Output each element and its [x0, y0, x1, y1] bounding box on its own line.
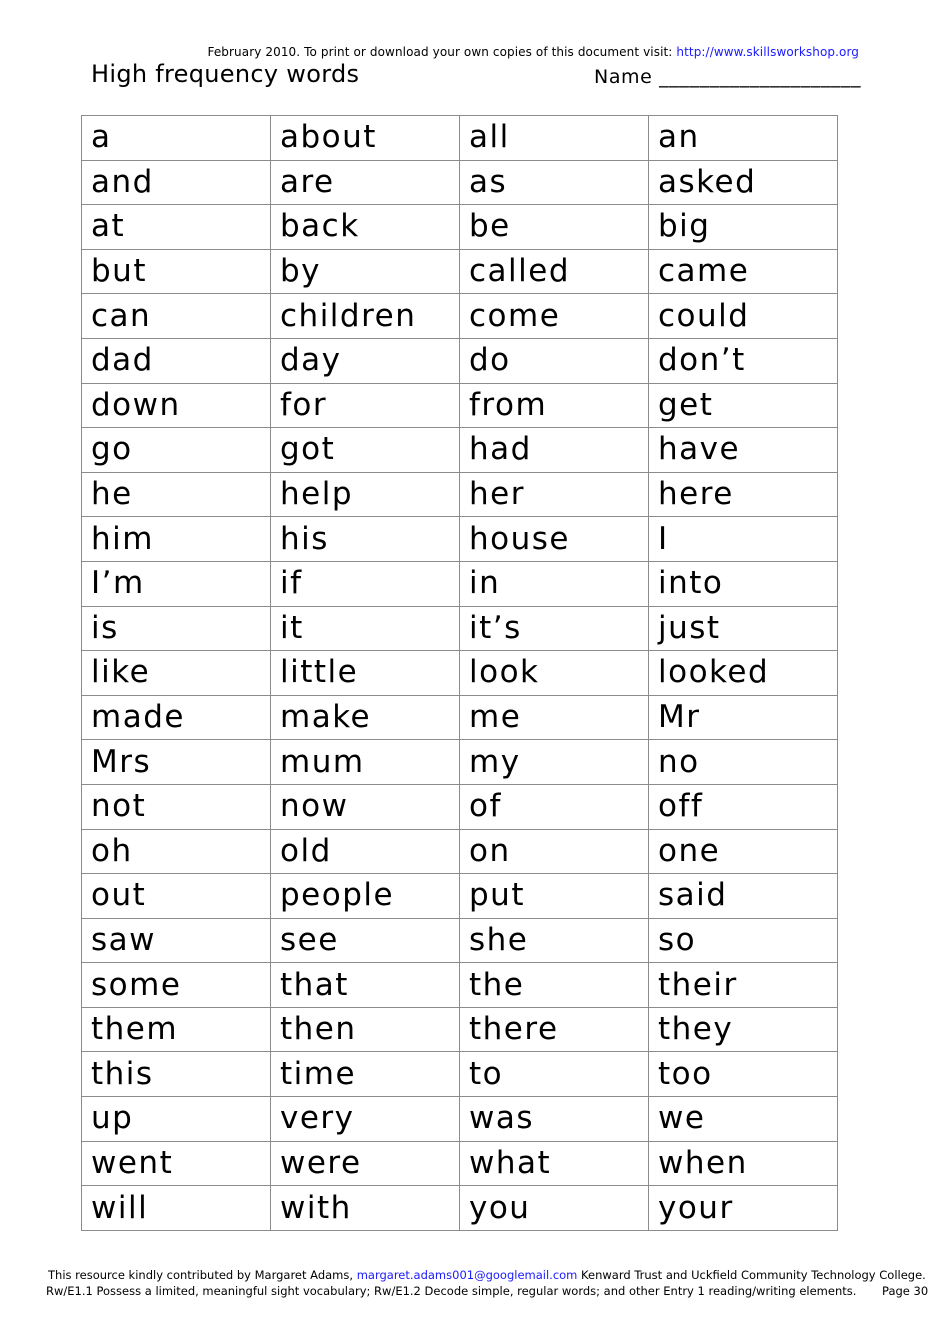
word-row — [82, 829, 838, 874]
word-cell: so — [649, 918, 838, 963]
word-cell: called — [460, 249, 649, 294]
word-cell: come — [460, 294, 649, 339]
footer-curriculum-text: Rw/E1.1 Possess a limited, meaningful sight vocabulary; Rw/E1.2 Decode simple, regular words; and other Entry 1 reading/writing elements. — [46, 1284, 857, 1298]
word-cell: we — [649, 1097, 838, 1142]
word-cell: could — [649, 294, 838, 339]
word-cell: as — [460, 160, 649, 205]
word-cell: not — [82, 784, 271, 829]
word-cell: have — [649, 428, 838, 473]
word-cell: me — [460, 695, 649, 740]
word-cell: had — [460, 428, 649, 473]
word-row — [82, 784, 838, 829]
word-cell: the — [460, 963, 649, 1008]
word-cell: and — [82, 160, 271, 205]
word-row — [82, 1052, 838, 1097]
word-cell: down — [82, 383, 271, 428]
word-cell: about — [271, 116, 460, 161]
word-row — [82, 383, 838, 428]
word-row — [82, 561, 838, 606]
word-cell: are — [271, 160, 460, 205]
word-cell: what — [460, 1141, 649, 1186]
word-cell: all — [460, 116, 649, 161]
word-row — [82, 160, 838, 205]
word-cell: very — [271, 1097, 460, 1142]
word-cell: to — [460, 1052, 649, 1097]
word-cell: asked — [649, 160, 838, 205]
word-cell: like — [82, 651, 271, 696]
word-cell: him — [82, 517, 271, 562]
word-cell: will — [82, 1186, 271, 1231]
word-cell: in — [460, 561, 649, 606]
word-cell: his — [271, 517, 460, 562]
word-cell: up — [82, 1097, 271, 1142]
word-cell: your — [649, 1186, 838, 1231]
word-cell: she — [460, 918, 649, 963]
word-cell: got — [271, 428, 460, 473]
footer-credit — [48, 1268, 950, 1282]
header-note — [0, 45, 859, 59]
word-cell: is — [82, 606, 271, 651]
word-cell: help — [271, 472, 460, 517]
word-row — [82, 606, 838, 651]
word-cell: looked — [649, 651, 838, 696]
word-cell: Mr — [649, 695, 838, 740]
word-cell: do — [460, 338, 649, 383]
word-cell: people — [271, 874, 460, 919]
word-row — [82, 472, 838, 517]
word-row — [82, 874, 838, 919]
word-cell: oh — [82, 829, 271, 874]
word-cell: out — [82, 874, 271, 919]
word-cell: her — [460, 472, 649, 517]
word-row — [82, 294, 838, 339]
word-cell: of — [460, 784, 649, 829]
word-cell: said — [649, 874, 838, 919]
word-cell: now — [271, 784, 460, 829]
word-cell: but — [82, 249, 271, 294]
word-cell: were — [271, 1141, 460, 1186]
word-row — [82, 740, 838, 785]
word-cell: make — [271, 695, 460, 740]
word-cell: on — [460, 829, 649, 874]
name-field: Name ____________________ — [594, 66, 862, 88]
word-cell: into — [649, 561, 838, 606]
word-cell: with — [271, 1186, 460, 1231]
skillsworkshop-link[interactable]: http://www.skillsworkshop.org — [676, 45, 859, 59]
word-cell: don’t — [649, 338, 838, 383]
page-number: Page 30 — [882, 1284, 929, 1298]
word-cell: day — [271, 338, 460, 383]
word-cell: too — [649, 1052, 838, 1097]
word-cell: get — [649, 383, 838, 428]
word-cell: if — [271, 561, 460, 606]
word-cell: saw — [82, 918, 271, 963]
word-cell: can — [82, 294, 271, 339]
word-cell: for — [271, 383, 460, 428]
word-cell: was — [460, 1097, 649, 1142]
word-row — [82, 1007, 838, 1052]
word-cell: here — [649, 472, 838, 517]
word-cell: no — [649, 740, 838, 785]
word-cell: I’m — [82, 561, 271, 606]
word-cell: my — [460, 740, 649, 785]
word-row — [82, 1186, 838, 1231]
word-cell: little — [271, 651, 460, 696]
word-cell: came — [649, 249, 838, 294]
word-cell: he — [82, 472, 271, 517]
word-cell: dad — [82, 338, 271, 383]
word-row — [82, 963, 838, 1008]
page-title: High frequency words — [91, 60, 360, 88]
word-cell: look — [460, 651, 649, 696]
word-row — [82, 695, 838, 740]
word-cell: mum — [271, 740, 460, 785]
word-cell: time — [271, 1052, 460, 1097]
word-row — [82, 1097, 838, 1142]
word-cell: some — [82, 963, 271, 1008]
word-cell: I — [649, 517, 838, 562]
word-cell: house — [460, 517, 649, 562]
word-cell: this — [82, 1052, 271, 1097]
word-cell: went — [82, 1141, 271, 1186]
word-row — [82, 338, 838, 383]
word-row — [82, 1141, 838, 1186]
word-cell: old — [271, 829, 460, 874]
word-table-body — [82, 116, 838, 1231]
contributor-email-link[interactable]: margaret.adams001@googlemail.com — [356, 1268, 578, 1282]
word-cell: then — [271, 1007, 460, 1052]
word-cell: Mrs — [82, 740, 271, 785]
word-cell: see — [271, 918, 460, 963]
word-cell: they — [649, 1007, 838, 1052]
word-cell: that — [271, 963, 460, 1008]
word-cell: them — [82, 1007, 271, 1052]
footer-curriculum — [46, 1284, 950, 1298]
word-cell: at — [82, 205, 271, 250]
word-cell: children — [271, 294, 460, 339]
word-cell: put — [460, 874, 649, 919]
word-cell: a — [82, 116, 271, 161]
word-row — [82, 918, 838, 963]
word-cell: you — [460, 1186, 649, 1231]
word-cell: made — [82, 695, 271, 740]
word-cell: be — [460, 205, 649, 250]
header-note-text: February 2010. To print or download your own copies of this document visit: — [207, 45, 673, 59]
word-cell: it — [271, 606, 460, 651]
word-cell: when — [649, 1141, 838, 1186]
word-cell: just — [649, 606, 838, 651]
footer-credit-prefix: This resource kindly contributed by Margaret Adams, — [48, 1268, 354, 1282]
word-cell: one — [649, 829, 838, 874]
word-row — [82, 517, 838, 562]
word-cell: by — [271, 249, 460, 294]
word-cell: their — [649, 963, 838, 1008]
word-row — [82, 116, 838, 161]
word-cell: off — [649, 784, 838, 829]
word-cell: back — [271, 205, 460, 250]
footer-credit-suffix: Kenward Trust and Uckfield Community Technology College. — [581, 1268, 926, 1282]
word-cell: it’s — [460, 606, 649, 651]
word-row — [82, 428, 838, 473]
word-row — [82, 205, 838, 250]
word-row — [82, 249, 838, 294]
word-cell: there — [460, 1007, 649, 1052]
word-cell: from — [460, 383, 649, 428]
word-row — [82, 651, 838, 696]
word-table — [81, 115, 838, 1231]
word-cell: go — [82, 428, 271, 473]
word-cell: big — [649, 205, 838, 250]
word-cell: an — [649, 116, 838, 161]
